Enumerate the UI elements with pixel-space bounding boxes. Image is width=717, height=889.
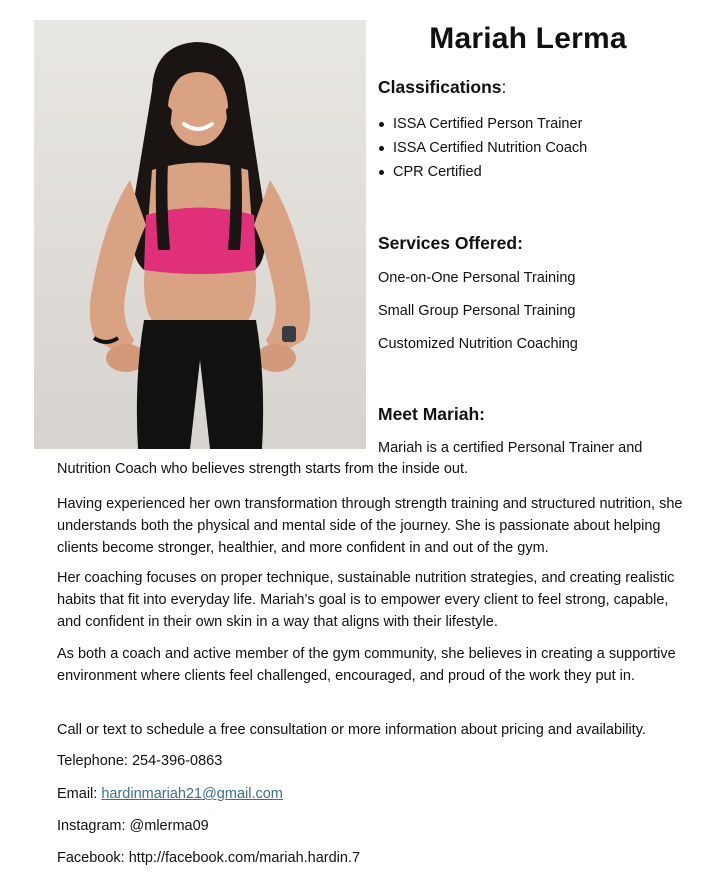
email-link[interactable]: hardinmariah21@gmail.com (101, 786, 283, 802)
trainer-portrait-image (34, 20, 366, 449)
service-item: Customized Nutrition Coaching (378, 336, 578, 352)
services-heading: Services Offered: (378, 233, 523, 253)
page-title: Mariah Lerma (429, 22, 627, 55)
email-label: Email: (57, 786, 102, 802)
list-item: CPR Certified (378, 162, 587, 186)
consultation-paragraph: Call or text to schedule a free consultation or more information about pricing and availability. (57, 722, 646, 738)
profile-photo (34, 20, 366, 449)
bio-paragraph: Having experienced her own transformation through strength training and structured nutrition, she understands both the physical and mental side of the journey. She is passionate about helping clients become stronger, healthier, and more confident in and out of the gym. (57, 496, 683, 556)
meet-heading: Meet Mariah: (378, 404, 485, 424)
list-item: ISSA Certified Person Trainer (378, 114, 587, 138)
instagram-line: Instagram: @mlerma09 (57, 818, 209, 834)
service-item: One-on-One Personal Training (378, 270, 576, 286)
classifications-list (378, 114, 587, 186)
bio-paragraph: Her coaching focuses on proper technique, sustainable nutrition strategies, and creating realistic habits that fit into everyday life. Mariah’s goal is to empower every client to feel strong, capable, and confident in their own skin in a way that aligns with their lifestyle. (57, 570, 675, 630)
service-item: Small Group Personal Training (378, 303, 576, 319)
intro-line: Nutrition Coach who believes strength starts from the inside out. (57, 461, 469, 477)
telephone-line: Telephone: 254-396-0863 (57, 753, 223, 769)
intro-line: Mariah is a certified Personal Trainer and (378, 440, 643, 456)
email-line (57, 786, 283, 802)
classifications-heading: Classifications: (378, 77, 507, 97)
list-item: ISSA Certified Nutrition Coach (378, 138, 587, 162)
facebook-line: Facebook: http://facebook.com/mariah.hardin.7 (57, 850, 361, 866)
bio-paragraph: As both a coach and active member of the gym community, she believes in creating a supportive environment where clients feel challenged, encouraged, and proud of the work they put in. (57, 646, 676, 684)
